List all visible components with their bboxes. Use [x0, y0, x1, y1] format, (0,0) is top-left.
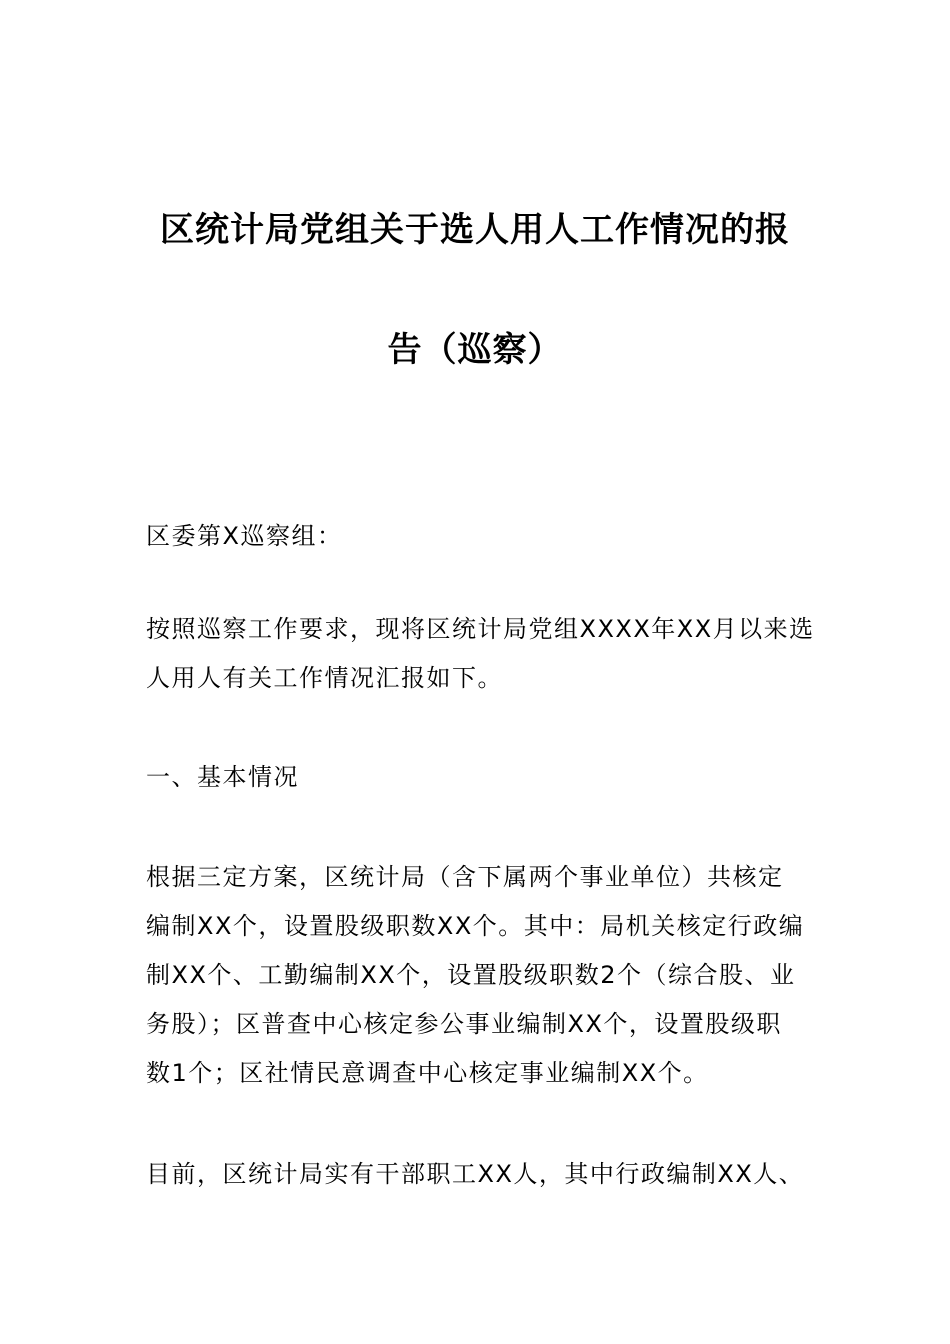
paragraph-line: 数1个；区社情民意调查中心核定事业编制XX个。 — [146, 1059, 709, 1087]
paragraph-basic-info — [146, 853, 808, 1098]
paragraph-line: 目前，区统计局实有干部职工XX人，其中行政编制XX人、 — [146, 1160, 805, 1188]
salutation-text: 区委第X巡察组： — [146, 522, 343, 550]
paragraph-line: 制XX个、工勤编制XX个，设置股级职数2个（综合股、业 — [146, 961, 796, 989]
intro-line: 按照巡察工作要求，现将区统计局党组XXXX年XX月以来选 — [146, 615, 815, 643]
salutation — [146, 512, 808, 561]
section-heading — [146, 753, 808, 802]
document-title-line-1: 区统计局党组关于选人用人工作情况的报 — [160, 210, 790, 250]
section-heading-text: 一、基本情况 — [146, 763, 299, 791]
document-title-line-2: 告（巡察） — [387, 330, 563, 370]
intro-paragraph — [146, 605, 815, 703]
paragraph-line: 根据三定方案，区统计局（含下属两个事业单位）共核定 — [146, 863, 784, 891]
intro-line: 人用人有关工作情况汇报如下。 — [146, 664, 503, 692]
paragraph-staff-info — [146, 1150, 808, 1199]
paragraph-line: 编制XX个，设置股级职数XX个。其中：局机关核定行政编 — [146, 912, 805, 940]
paragraph-line: 务股）；区普查中心核定参公事业编制XX个，设置股级职 — [146, 1010, 782, 1038]
